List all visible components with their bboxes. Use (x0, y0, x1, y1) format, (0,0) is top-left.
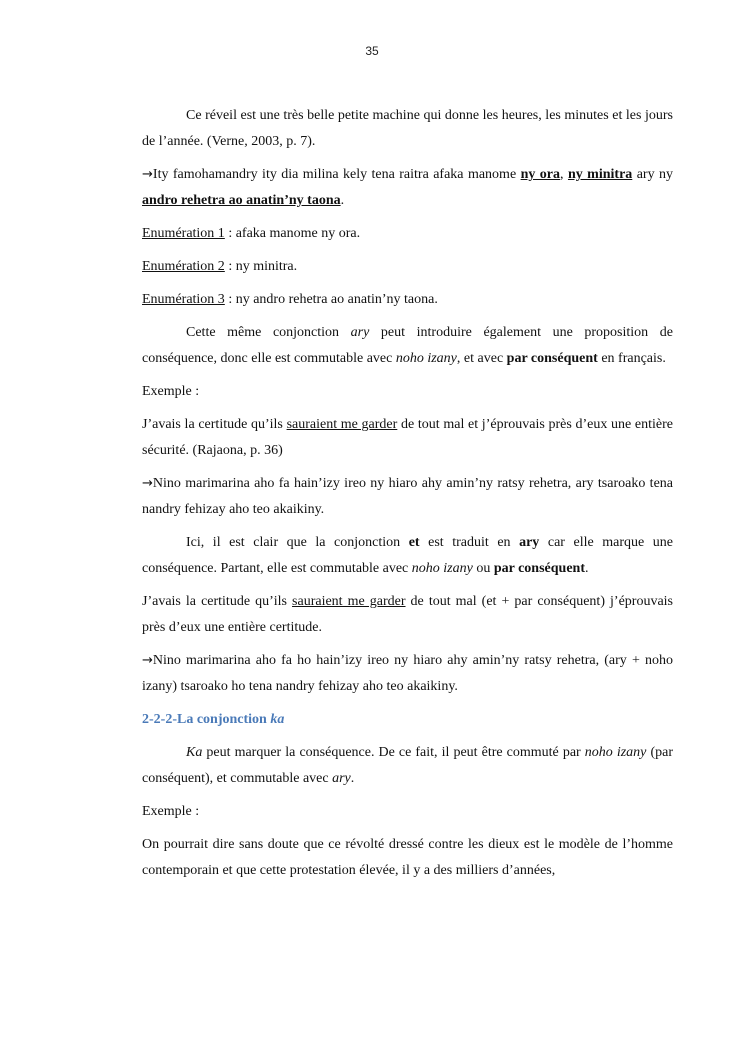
enumeration-label: Enumération 2 (142, 259, 225, 274)
document-body (142, 103, 673, 891)
text-span: J’avais la certitude qu’ils (142, 417, 287, 432)
exemple-label-1: Exemple : (142, 384, 200, 399)
section-heading (142, 707, 673, 733)
italic-term: ary (332, 771, 351, 786)
text-span: Nino marimarina aho fa hain’izy ireo ny hiaro ahy amin’ny ratsy rehetra, ary tsaroako tena nandry fehizay aho teo akaikiny. (142, 476, 673, 517)
enumeration-text: : ny andro rehetra ao anatin’ny taona. (224, 292, 438, 307)
paragraph-ka (142, 740, 673, 792)
text-span: . (340, 193, 345, 208)
underlined-term: sauraient me garder (286, 417, 398, 432)
text-span: Ity famohamandry ity dia milina kely tena raitra afaka manome (152, 167, 521, 182)
paragraph-rajaona-quote (142, 412, 673, 464)
text-span: J’avais la certitude qu’ils (142, 594, 293, 609)
paragraph-conjonction-ary (142, 320, 673, 372)
paragraph-commutation-fr (142, 589, 673, 641)
enumeration-text: : afaka manome ny ora. (224, 226, 361, 241)
text-span: en français. (597, 351, 666, 366)
text-span: ary ny (632, 167, 674, 182)
text-span: ou (472, 561, 494, 576)
arrow-icon: → (142, 653, 153, 668)
text-span: peut introduire également une proposition de conséquence, donc elle est commutable avec (142, 325, 673, 366)
text-span: . (585, 561, 589, 576)
paragraph-final: On pourrait dire sans doute que ce révolté dressé contre les dieux est le modèle de l’homme contemporain et que cette protestation élevée, il y a des milliers d’années, (142, 837, 673, 878)
underlined-term: sauraient me garder (292, 594, 406, 609)
text-span: Nino marimarina aho fa ho hain’izy ireo ny hiaro ahy amin’ny ratsy rehetra, (ary + noho izany) tsaroako ho tena nandry fehizay aho teo akaikiny. (142, 653, 673, 694)
text-span: , et avec (456, 351, 507, 366)
text-span: est traduit en (419, 535, 520, 550)
paragraph-translation-1 (142, 162, 673, 214)
paragraph-reveil-quote: Ce réveil est une très belle petite machine qui donne les heures, les minutes et les jours de l’année. (Verne, 2003, p. 7). (142, 108, 673, 149)
heading-text: 2-2-2-La conjonction (142, 712, 271, 727)
text-span: (par conséquent), et commutable avec (142, 745, 673, 786)
paragraph-translation-3 (142, 648, 673, 700)
text-span: . (350, 771, 355, 786)
bold-term: par conséquent (506, 351, 598, 366)
text-span: , (560, 167, 568, 182)
arrow-icon: → (142, 167, 153, 182)
enumeration-3 (142, 287, 673, 313)
enumeration-label: Enumération 1 (142, 226, 225, 241)
enumeration-2 (142, 254, 673, 280)
underlined-term: ny ora (520, 167, 561, 182)
underlined-term: andro rehetra ao anatin’ny taona (142, 193, 341, 208)
italic-term: ary (350, 325, 370, 340)
text-span: de tout mal (et + par conséquent) j’éprouvais près d’eux une entière certitude. (142, 594, 674, 635)
enumeration-1 (142, 221, 673, 247)
paragraph-analysis (142, 530, 673, 582)
text-span: Cette même conjonction (186, 325, 351, 340)
enumeration-text: : ny minitra. (224, 259, 298, 274)
exemple-label-2: Exemple : (142, 804, 200, 819)
underlined-term: ny minitra (567, 167, 633, 182)
italic-term: noho izany (395, 351, 457, 366)
italic-term: noho izany (411, 561, 473, 576)
heading-italic: ka (270, 712, 285, 727)
enumeration-label: Enumération 3 (142, 292, 225, 307)
text-span: peut marquer la conséquence. De ce fait, il peut être commuté par (202, 745, 585, 760)
arrow-icon: → (142, 476, 153, 491)
text-span: de tout mal et j’éprouvais près d’eux une entière sécurité. (Rajaona, p. 36) (142, 417, 673, 458)
text-span: Ici, il est clair que la conjonction (186, 535, 409, 550)
page-number: 35 (365, 44, 379, 58)
bold-term: par conséquent (493, 561, 585, 576)
bold-term: et (408, 535, 420, 550)
paragraph-translation-2 (142, 471, 673, 523)
italic-term: noho izany (584, 745, 647, 760)
text-span: car elle marque une conséquence. Partant, elle est commutable avec (142, 535, 673, 576)
bold-term: ary (519, 535, 540, 550)
italic-term: Ka (186, 745, 203, 760)
